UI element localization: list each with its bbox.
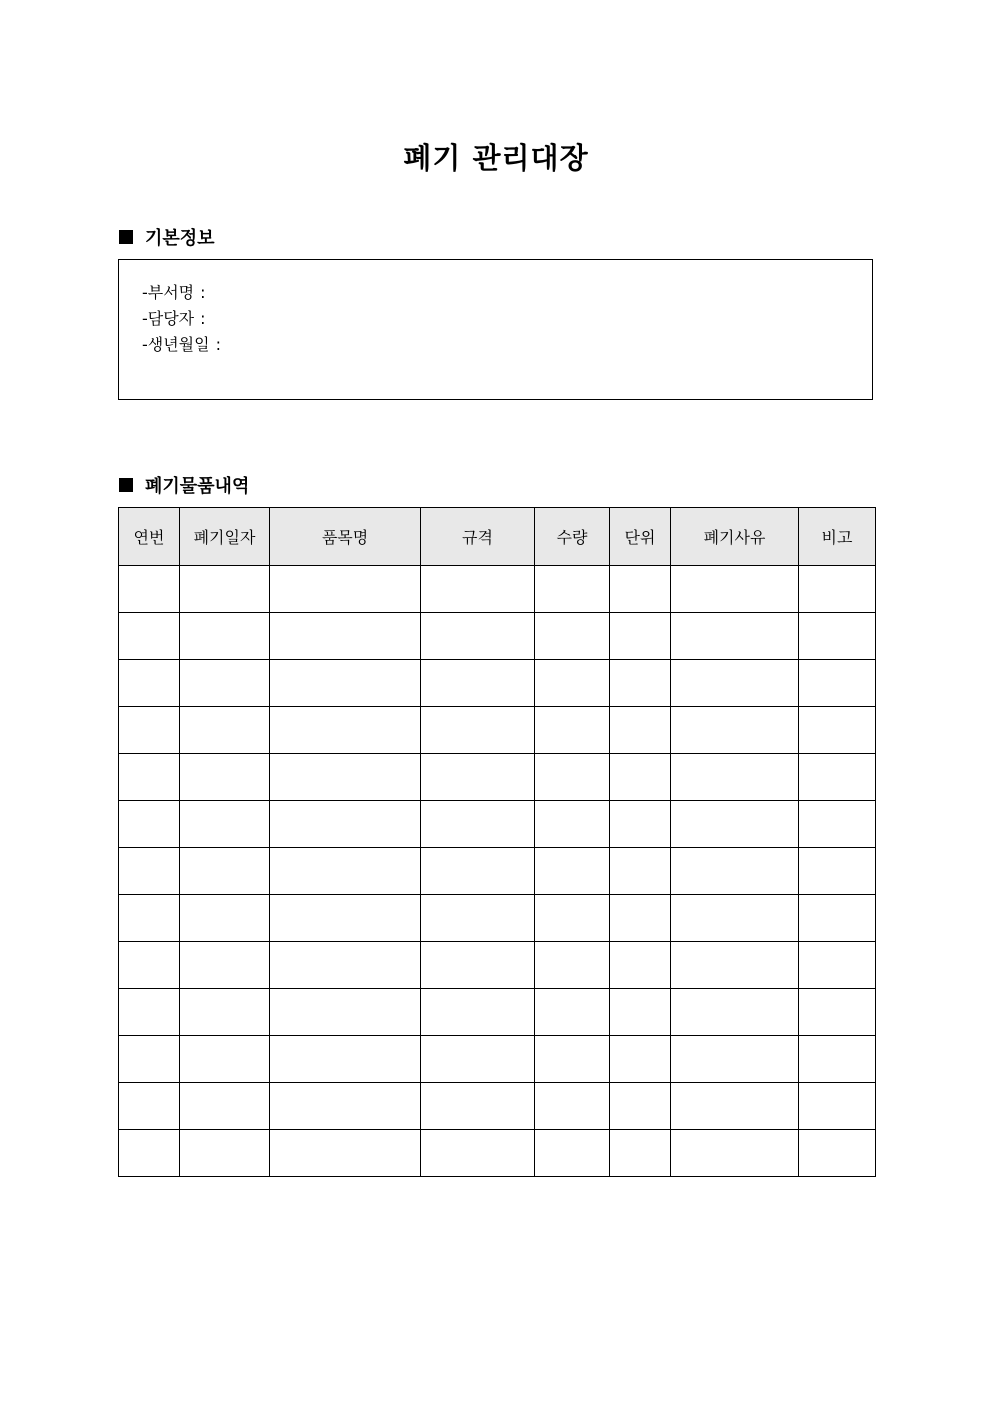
column-header-quantity: 수량 bbox=[535, 508, 610, 566]
table-cell[interactable] bbox=[180, 660, 270, 707]
table-cell[interactable] bbox=[119, 660, 180, 707]
table-cell[interactable] bbox=[270, 848, 421, 895]
table-cell[interactable] bbox=[610, 613, 671, 660]
table-cell[interactable] bbox=[421, 566, 535, 613]
table-cell[interactable] bbox=[671, 1130, 799, 1177]
table-cell[interactable] bbox=[535, 1036, 610, 1083]
table-cell[interactable] bbox=[270, 707, 421, 754]
table-cell[interactable] bbox=[535, 801, 610, 848]
column-header-remarks: 비고 bbox=[799, 508, 876, 566]
disposal-list-heading bbox=[119, 472, 249, 498]
table-cell[interactable] bbox=[671, 942, 799, 989]
table-cell[interactable] bbox=[421, 754, 535, 801]
manager-field: -담당자 : bbox=[142, 309, 206, 328]
column-header-disposal-reason: 폐기사유 bbox=[671, 508, 799, 566]
table-cell[interactable] bbox=[799, 848, 876, 895]
table-row bbox=[119, 848, 876, 895]
square-bullet-icon bbox=[119, 478, 133, 492]
column-header-disposal-date: 폐기일자 bbox=[180, 508, 270, 566]
table-row bbox=[119, 566, 876, 613]
table-cell[interactable] bbox=[421, 942, 535, 989]
table-cell[interactable] bbox=[535, 989, 610, 1036]
manager-label: -담당자 bbox=[142, 309, 195, 328]
page-title: 폐기 관리대장 bbox=[403, 141, 589, 175]
table-cell[interactable] bbox=[270, 942, 421, 989]
table-cell[interactable] bbox=[421, 660, 535, 707]
column-header-number: 연번 bbox=[119, 508, 180, 566]
table-cell[interactable] bbox=[535, 942, 610, 989]
table-cell[interactable] bbox=[180, 707, 270, 754]
table-cell[interactable] bbox=[421, 1130, 535, 1177]
basic-info-box bbox=[118, 259, 873, 400]
table-cell[interactable] bbox=[610, 801, 671, 848]
table-cell[interactable] bbox=[119, 566, 180, 613]
table-cell[interactable] bbox=[180, 942, 270, 989]
table-cell[interactable] bbox=[270, 1130, 421, 1177]
table-cell[interactable] bbox=[119, 942, 180, 989]
table-cell[interactable] bbox=[119, 1083, 180, 1130]
table-cell[interactable] bbox=[180, 1130, 270, 1177]
table-cell[interactable] bbox=[421, 1036, 535, 1083]
table-row bbox=[119, 989, 876, 1036]
column-header-item-name: 품목명 bbox=[270, 508, 421, 566]
birthdate-label: -생년월일 bbox=[142, 335, 210, 354]
table-cell[interactable] bbox=[799, 895, 876, 942]
table-cell[interactable] bbox=[610, 942, 671, 989]
table-cell[interactable] bbox=[270, 613, 421, 660]
table-cell[interactable] bbox=[119, 754, 180, 801]
table-row bbox=[119, 660, 876, 707]
table-row bbox=[119, 613, 876, 660]
table-cell[interactable] bbox=[799, 707, 876, 754]
table-cell[interactable] bbox=[799, 942, 876, 989]
table-cell[interactable] bbox=[535, 566, 610, 613]
table-cell[interactable] bbox=[421, 989, 535, 1036]
table-cell[interactable] bbox=[610, 707, 671, 754]
basic-info-heading-label: 기본정보 bbox=[145, 228, 215, 249]
disposal-items-table bbox=[118, 507, 876, 1177]
table-cell[interactable] bbox=[799, 566, 876, 613]
table-cell[interactable] bbox=[535, 613, 610, 660]
table-row bbox=[119, 754, 876, 801]
table-cell[interactable] bbox=[180, 801, 270, 848]
basic-info-heading bbox=[119, 224, 215, 250]
table-cell[interactable] bbox=[270, 801, 421, 848]
table-cell[interactable] bbox=[535, 1083, 610, 1130]
table-row bbox=[119, 707, 876, 754]
column-header-specification: 규격 bbox=[421, 508, 535, 566]
table-cell[interactable] bbox=[610, 1083, 671, 1130]
disposal-list-heading-label: 폐기물품내역 bbox=[145, 476, 250, 497]
table-cell[interactable] bbox=[610, 1130, 671, 1177]
table-cell[interactable] bbox=[799, 1130, 876, 1177]
table-cell[interactable] bbox=[671, 566, 799, 613]
table-row bbox=[119, 895, 876, 942]
table-cell[interactable] bbox=[180, 613, 270, 660]
table-cell[interactable] bbox=[610, 989, 671, 1036]
table-cell[interactable] bbox=[180, 754, 270, 801]
department-label: -부서명 bbox=[142, 283, 195, 302]
table-cell[interactable] bbox=[119, 801, 180, 848]
table-cell[interactable] bbox=[421, 1083, 535, 1130]
table-cell[interactable] bbox=[421, 895, 535, 942]
table-cell[interactable] bbox=[180, 848, 270, 895]
department-field: -부서명 : bbox=[142, 283, 206, 302]
table-cell[interactable] bbox=[119, 1036, 180, 1083]
table-cell[interactable] bbox=[610, 848, 671, 895]
table-cell[interactable] bbox=[671, 754, 799, 801]
table-cell[interactable] bbox=[180, 989, 270, 1036]
table-cell[interactable] bbox=[270, 895, 421, 942]
table-header-row bbox=[119, 508, 876, 566]
table-cell[interactable] bbox=[180, 1083, 270, 1130]
table-row bbox=[119, 1130, 876, 1177]
table-cell[interactable] bbox=[799, 754, 876, 801]
square-bullet-icon bbox=[119, 230, 133, 244]
column-header-unit: 단위 bbox=[610, 508, 671, 566]
table-cell[interactable] bbox=[119, 848, 180, 895]
table-cell[interactable] bbox=[421, 848, 535, 895]
table-cell[interactable] bbox=[270, 754, 421, 801]
birthdate-field: -생년월일 : bbox=[142, 335, 221, 354]
table-cell[interactable] bbox=[180, 1036, 270, 1083]
table-cell[interactable] bbox=[270, 1036, 421, 1083]
table-cell[interactable] bbox=[270, 1083, 421, 1130]
table-cell[interactable] bbox=[799, 613, 876, 660]
table-cell[interactable] bbox=[799, 801, 876, 848]
table-body bbox=[119, 566, 876, 1177]
table-cell[interactable] bbox=[535, 895, 610, 942]
table-cell[interactable] bbox=[119, 707, 180, 754]
table-cell[interactable] bbox=[119, 895, 180, 942]
table-cell[interactable] bbox=[421, 801, 535, 848]
table-cell[interactable] bbox=[270, 660, 421, 707]
table-cell[interactable] bbox=[421, 613, 535, 660]
table-cell[interactable] bbox=[671, 613, 799, 660]
table-cell[interactable] bbox=[799, 1083, 876, 1130]
table-cell[interactable] bbox=[671, 707, 799, 754]
table-cell[interactable] bbox=[671, 1036, 799, 1083]
table-cell[interactable] bbox=[671, 801, 799, 848]
table-cell[interactable] bbox=[671, 989, 799, 1036]
table-cell[interactable] bbox=[180, 566, 270, 613]
table-cell[interactable] bbox=[535, 1130, 610, 1177]
table-cell[interactable] bbox=[799, 660, 876, 707]
table-row bbox=[119, 942, 876, 989]
table-cell[interactable] bbox=[610, 895, 671, 942]
table-cell[interactable] bbox=[610, 754, 671, 801]
table-cell[interactable] bbox=[671, 660, 799, 707]
table-row bbox=[119, 1036, 876, 1083]
table-cell[interactable] bbox=[535, 754, 610, 801]
table-cell[interactable] bbox=[671, 848, 799, 895]
table-row bbox=[119, 1083, 876, 1130]
table-cell[interactable] bbox=[610, 1036, 671, 1083]
table-cell[interactable] bbox=[799, 1036, 876, 1083]
table-row bbox=[119, 801, 876, 848]
table-cell[interactable] bbox=[270, 566, 421, 613]
table-cell[interactable] bbox=[535, 660, 610, 707]
table-cell[interactable] bbox=[610, 566, 671, 613]
table-cell[interactable] bbox=[180, 895, 270, 942]
table-cell[interactable] bbox=[119, 1130, 180, 1177]
table-cell[interactable] bbox=[270, 989, 421, 1036]
table-cell[interactable] bbox=[535, 707, 610, 754]
table-cell[interactable] bbox=[671, 895, 799, 942]
table-cell[interactable] bbox=[119, 613, 180, 660]
table-cell[interactable] bbox=[535, 848, 610, 895]
table-cell[interactable] bbox=[799, 989, 876, 1036]
table-cell[interactable] bbox=[119, 989, 180, 1036]
table-cell[interactable] bbox=[610, 660, 671, 707]
table-cell[interactable] bbox=[671, 1083, 799, 1130]
table-cell[interactable] bbox=[421, 707, 535, 754]
